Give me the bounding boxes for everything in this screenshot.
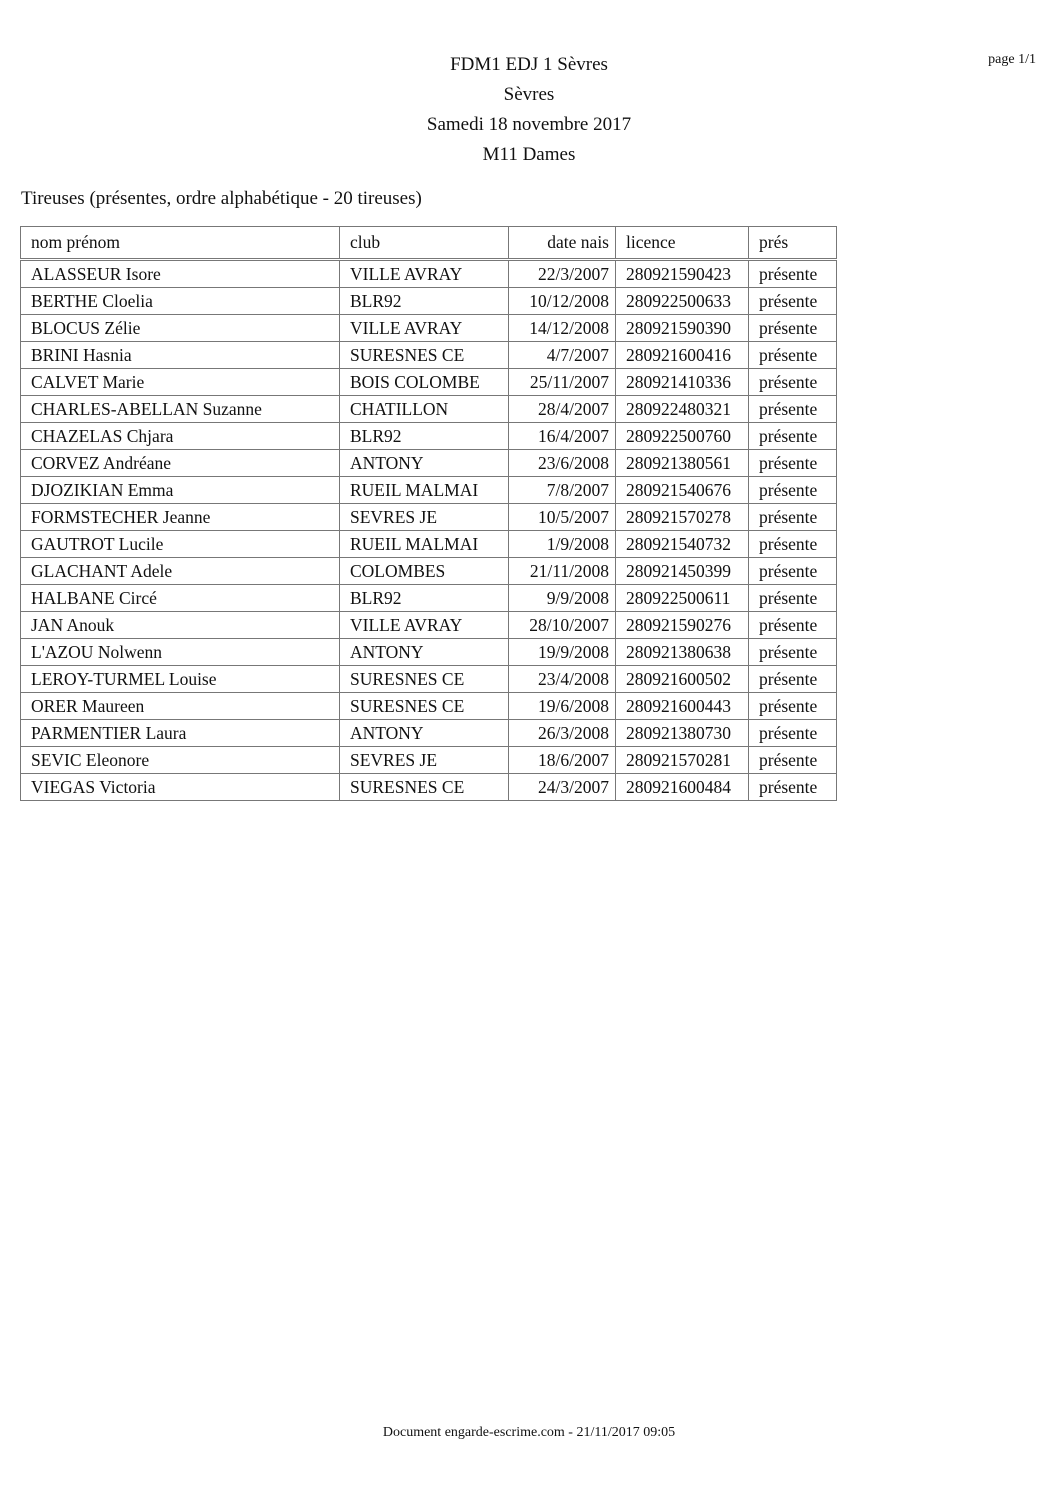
cell-club: BLR92	[340, 288, 509, 315]
table-row	[21, 504, 837, 531]
cell-name: LEROY-TURMEL Louise	[21, 666, 340, 693]
table-row	[21, 774, 837, 801]
cell-presence: présente	[749, 369, 837, 396]
cell-birthdate: 28/4/2007	[509, 396, 616, 423]
competition-category: M11 Dames	[482, 144, 576, 165]
cell-club: ANTONY	[340, 450, 509, 477]
cell-club: VILLE AVRAY	[340, 612, 509, 639]
cell-licence: 280921380730	[616, 720, 749, 747]
cell-name: L'AZOU Nolwenn	[21, 639, 340, 666]
cell-name: BERTHE Cloelia	[21, 288, 340, 315]
table-row	[21, 288, 837, 315]
cell-licence: 280921600443	[616, 693, 749, 720]
column-header-club: club	[340, 227, 509, 260]
cell-name: BRINI Hasnia	[21, 342, 340, 369]
cell-birthdate: 4/7/2007	[509, 342, 616, 369]
table-header-row	[21, 227, 837, 260]
column-header-birthdate: date nais	[509, 227, 616, 260]
document-footer: Document engarde-escrime.com - 21/11/2017 09:05	[382, 1425, 676, 1440]
cell-club: CHATILLON	[340, 396, 509, 423]
cell-licence: 280921600502	[616, 666, 749, 693]
cell-licence: 280922500633	[616, 288, 749, 315]
cell-club: SURESNES CE	[340, 774, 509, 801]
cell-licence: 280921570278	[616, 504, 749, 531]
cell-birthdate: 25/11/2007	[509, 369, 616, 396]
cell-name: CHAZELAS Chjara	[21, 423, 340, 450]
table-row	[21, 477, 837, 504]
cell-licence: 280921600484	[616, 774, 749, 801]
cell-birthdate: 24/3/2007	[509, 774, 616, 801]
cell-presence: présente	[749, 612, 837, 639]
cell-licence: 280921570281	[616, 747, 749, 774]
cell-name: GAUTROT Lucile	[21, 531, 340, 558]
cell-licence: 280921410336	[616, 369, 749, 396]
cell-licence: 280921590423	[616, 260, 749, 288]
cell-presence: présente	[749, 585, 837, 612]
table-row	[21, 396, 837, 423]
cell-licence: 280922500760	[616, 423, 749, 450]
table-row	[21, 531, 837, 558]
cell-club: SEVRES JE	[340, 747, 509, 774]
cell-presence: présente	[749, 396, 837, 423]
cell-name: FORMSTECHER Jeanne	[21, 504, 340, 531]
list-subtitle: Tireuses (présentes, ordre alphabétique - 20 tireuses)	[21, 188, 422, 209]
cell-presence: présente	[749, 720, 837, 747]
table-row	[21, 585, 837, 612]
cell-birthdate: 9/9/2008	[509, 585, 616, 612]
cell-name: HALBANE Circé	[21, 585, 340, 612]
cell-birthdate: 10/12/2008	[509, 288, 616, 315]
cell-name: BLOCUS Zélie	[21, 315, 340, 342]
table-row	[21, 666, 837, 693]
cell-name: GLACHANT Adele	[21, 558, 340, 585]
cell-licence: 280921540732	[616, 531, 749, 558]
cell-presence: présente	[749, 693, 837, 720]
cell-birthdate: 26/3/2008	[509, 720, 616, 747]
cell-presence: présente	[749, 477, 837, 504]
cell-birthdate: 7/8/2007	[509, 477, 616, 504]
cell-club: VILLE AVRAY	[340, 260, 509, 288]
cell-presence: présente	[749, 666, 837, 693]
cell-name: DJOZIKIAN Emma	[21, 477, 340, 504]
cell-presence: présente	[749, 774, 837, 801]
cell-club: SURESNES CE	[340, 342, 509, 369]
cell-birthdate: 23/6/2008	[509, 450, 616, 477]
cell-birthdate: 10/5/2007	[509, 504, 616, 531]
cell-presence: présente	[749, 288, 837, 315]
cell-club: ANTONY	[340, 720, 509, 747]
cell-licence: 280921590390	[616, 315, 749, 342]
cell-presence: présente	[749, 450, 837, 477]
cell-name: PARMENTIER Laura	[21, 720, 340, 747]
table-row	[21, 693, 837, 720]
table-row	[21, 720, 837, 747]
cell-birthdate: 16/4/2007	[509, 423, 616, 450]
competition-title: FDM1 EDJ 1 Sèvres	[450, 54, 608, 75]
cell-presence: présente	[749, 639, 837, 666]
cell-club: SURESNES CE	[340, 693, 509, 720]
cell-licence: 280921380561	[616, 450, 749, 477]
table-row	[21, 260, 837, 288]
cell-club: RUEIL MALMAI	[340, 477, 509, 504]
competition-date: Samedi 18 novembre 2017	[426, 114, 632, 135]
cell-presence: présente	[749, 558, 837, 585]
cell-club: RUEIL MALMAI	[340, 531, 509, 558]
cell-club: SEVRES JE	[340, 504, 509, 531]
table-body	[21, 260, 837, 801]
table-row	[21, 342, 837, 369]
cell-club: BOIS COLOMBE	[340, 369, 509, 396]
cell-birthdate: 18/6/2007	[509, 747, 616, 774]
cell-licence: 280921450399	[616, 558, 749, 585]
cell-presence: présente	[749, 423, 837, 450]
cell-club: SURESNES CE	[340, 666, 509, 693]
column-header-name: nom prénom	[21, 227, 340, 260]
cell-club: BLR92	[340, 423, 509, 450]
table-row	[21, 450, 837, 477]
cell-licence: 280921540676	[616, 477, 749, 504]
document-header	[0, 50, 1058, 170]
cell-name: CORVEZ Andréane	[21, 450, 340, 477]
table-row	[21, 558, 837, 585]
cell-name: CALVET Marie	[21, 369, 340, 396]
fencers-table	[20, 226, 837, 801]
cell-birthdate: 19/6/2008	[509, 693, 616, 720]
cell-birthdate: 28/10/2007	[509, 612, 616, 639]
table-row	[21, 423, 837, 450]
column-header-presence: prés	[749, 227, 837, 260]
cell-presence: présente	[749, 315, 837, 342]
page-number: page 1/1	[988, 52, 1036, 67]
cell-presence: présente	[749, 504, 837, 531]
cell-club: ANTONY	[340, 639, 509, 666]
cell-club: COLOMBES	[340, 558, 509, 585]
cell-birthdate: 14/12/2008	[509, 315, 616, 342]
cell-name: VIEGAS Victoria	[21, 774, 340, 801]
cell-birthdate: 21/11/2008	[509, 558, 616, 585]
cell-presence: présente	[749, 342, 837, 369]
cell-club: VILLE AVRAY	[340, 315, 509, 342]
cell-name: SEVIC Eleonore	[21, 747, 340, 774]
cell-licence: 280921590276	[616, 612, 749, 639]
cell-name: ALASSEUR Isore	[21, 260, 340, 288]
cell-presence: présente	[749, 260, 837, 288]
cell-name: JAN Anouk	[21, 612, 340, 639]
cell-name: ORER Maureen	[21, 693, 340, 720]
cell-presence: présente	[749, 747, 837, 774]
table-row	[21, 747, 837, 774]
cell-presence: présente	[749, 531, 837, 558]
cell-licence: 280921380638	[616, 639, 749, 666]
cell-licence: 280921600416	[616, 342, 749, 369]
cell-licence: 280922480321	[616, 396, 749, 423]
cell-birthdate: 22/3/2007	[509, 260, 616, 288]
table-row	[21, 315, 837, 342]
cell-club: BLR92	[340, 585, 509, 612]
cell-name: CHARLES-ABELLAN Suzanne	[21, 396, 340, 423]
cell-birthdate: 23/4/2008	[509, 666, 616, 693]
table-row	[21, 639, 837, 666]
column-header-licence: licence	[616, 227, 749, 260]
cell-licence: 280922500611	[616, 585, 749, 612]
table-row	[21, 612, 837, 639]
cell-birthdate: 19/9/2008	[509, 639, 616, 666]
competition-location: Sèvres	[503, 84, 555, 105]
table-row	[21, 369, 837, 396]
cell-birthdate: 1/9/2008	[509, 531, 616, 558]
